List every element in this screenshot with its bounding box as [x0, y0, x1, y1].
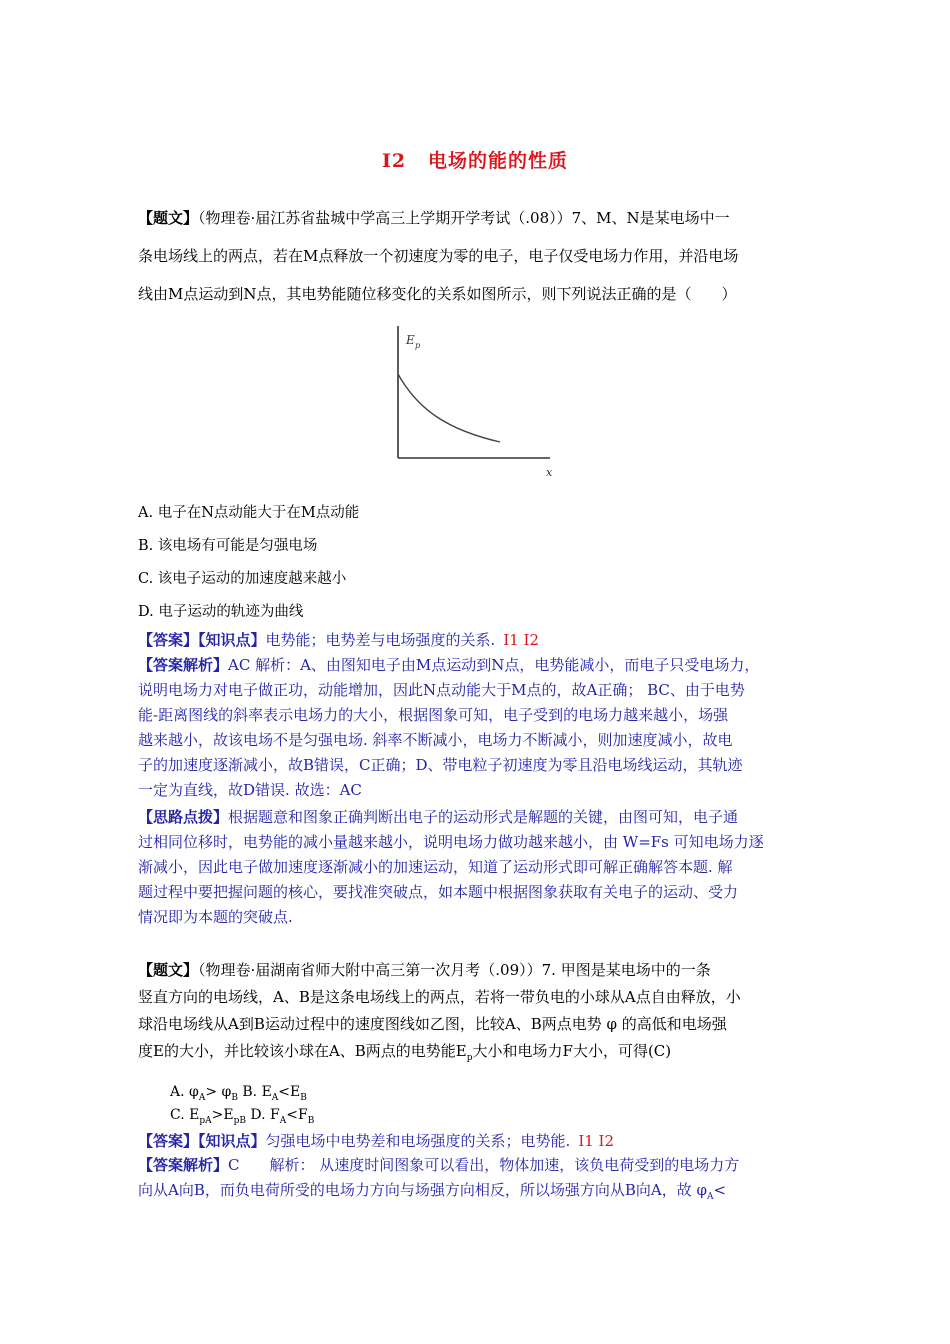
y-axis-label: E [406, 333, 415, 347]
q2-answer: 【答案】【知识点】匀强电场中电势差和电场强度的关系；电势能. I1 I2 [138, 1132, 615, 1150]
q1-option-b: B. 该电场有可能是匀强电场 [138, 538, 318, 554]
y-axis-label-sub: p [415, 341, 421, 350]
q1-analysis: 【答案解析】AC 解析：A、由图知电子由M点运动到N点，电势能减小，而电子只受电场力， 说明电场力对电子做正功，动能增加，因此N点动能大于M点的，故A正确； BC、由于电势 能-距离图线的斜率表示电场力的大小，根据图象可知，电子受到的电场力越来越小，场强 越来越小，故该电场不是匀强电场. 斜率不断减小，电场力不断减小，则加速度减小，故电 子的加速度逐渐减小，故B错误，C正确；D、带电粒子初速度为零且沿电场线运动，其轨迹 一定为直线，故D错误. 故选：AC [138, 656, 760, 799]
q1-tag: 【题文】 [138, 209, 199, 227]
q1-option-c: C. 该电子运动的加速度越来越小 [138, 571, 347, 587]
potential-energy-graph [388, 318, 568, 480]
q2-analysis: 【答案解析】C 解析： 从速度时间图象可以看出，物体加速，该负电荷受到的电场力方 向从A向B，而负电荷所受的电场力方向与场强方向相反，所以场强方向从B向A，故 $\varphi_A<$ [138, 1156, 740, 1202]
q1-line-3: 线由M点运动到N点，其电势能随位移变化的关系如图所示，则下列说法正确的是（ ） [138, 285, 737, 303]
q2-line-3: 球沿电场线从A到B运动过程中的速度图线如乙图，比较A、B两点电势 φ 的高低和电场强 [138, 1015, 727, 1033]
section-title: 电场的能的性质 [428, 150, 569, 172]
q2-options-ab: A. $\varphi_A> \varphi_B$ B. $E_A<E_B$ [170, 1084, 307, 1103]
x-axis-label: x [546, 466, 553, 479]
energy-curve [398, 374, 500, 442]
q1-option-a: A. 电子在N点动能大于在M点动能 [138, 505, 360, 521]
q1-analysis-tag: 【答案解析】 [138, 656, 229, 674]
q1-tips: 【思路点拨】根据题意和图象正确判断出电子的运动形式是解题的关键，由图可知，电子通 过相同位移时，电势能的减小量越来越小，说明电场力做功越来越小，由 W=Fs 可知电场力逐 渐减小，因此电子做加速度逐渐减小的加速运动，知道了运动形式即可解正确解答本题. 解 题过程中要把握问题的核心，要找准突破点，如本题中根据图象获取有关电子的运动、受力 情况即为本题的突破点. [138, 808, 764, 926]
q1-option-d: D. 电子运动的轨迹为曲线 [138, 604, 304, 620]
q2-options-cd: C. $E_{pA}>E_{pB}$ D. $F_A<F_B$ [170, 1107, 315, 1126]
q2-line-2: 竖直方向的电场线，A、B是这条电场线上的两点，若将一带负电的小球从A点自由释放，小 [138, 988, 741, 1006]
q2-line-1: 【题文】（物理卷·届湖南省师大附中高三第一次月考（.09））7. 甲图是某电场中的一条 [138, 961, 711, 979]
q1-line-2: 条电场线上的两点，若在M点释放一个初速度为零的电子，电子仅受电场力作用，并沿电场 [138, 247, 739, 265]
q2-tag: 【题文】 [138, 961, 199, 979]
q2-analysis-tag: 【答案解析】 [138, 1156, 229, 1174]
page-title [0, 146, 950, 173]
q1-answer: 【答案】【知识点】电势能；电势差与电场强度的关系. I1 I2 [138, 631, 540, 649]
q1-line-1: 【题文】（物理卷·届江苏省盐城中学高三上学期开学考试（.08））7、M、N是某电场中一 [138, 209, 730, 227]
q1-tips-tag: 【思路点拨】 [138, 808, 229, 826]
q2-line-4: 度E的大小，并比较该小球在A、B两点的电势能$E_p$大小和电场力F大小，可得(C) [138, 1042, 672, 1063]
section-code: I2 [381, 150, 407, 172]
